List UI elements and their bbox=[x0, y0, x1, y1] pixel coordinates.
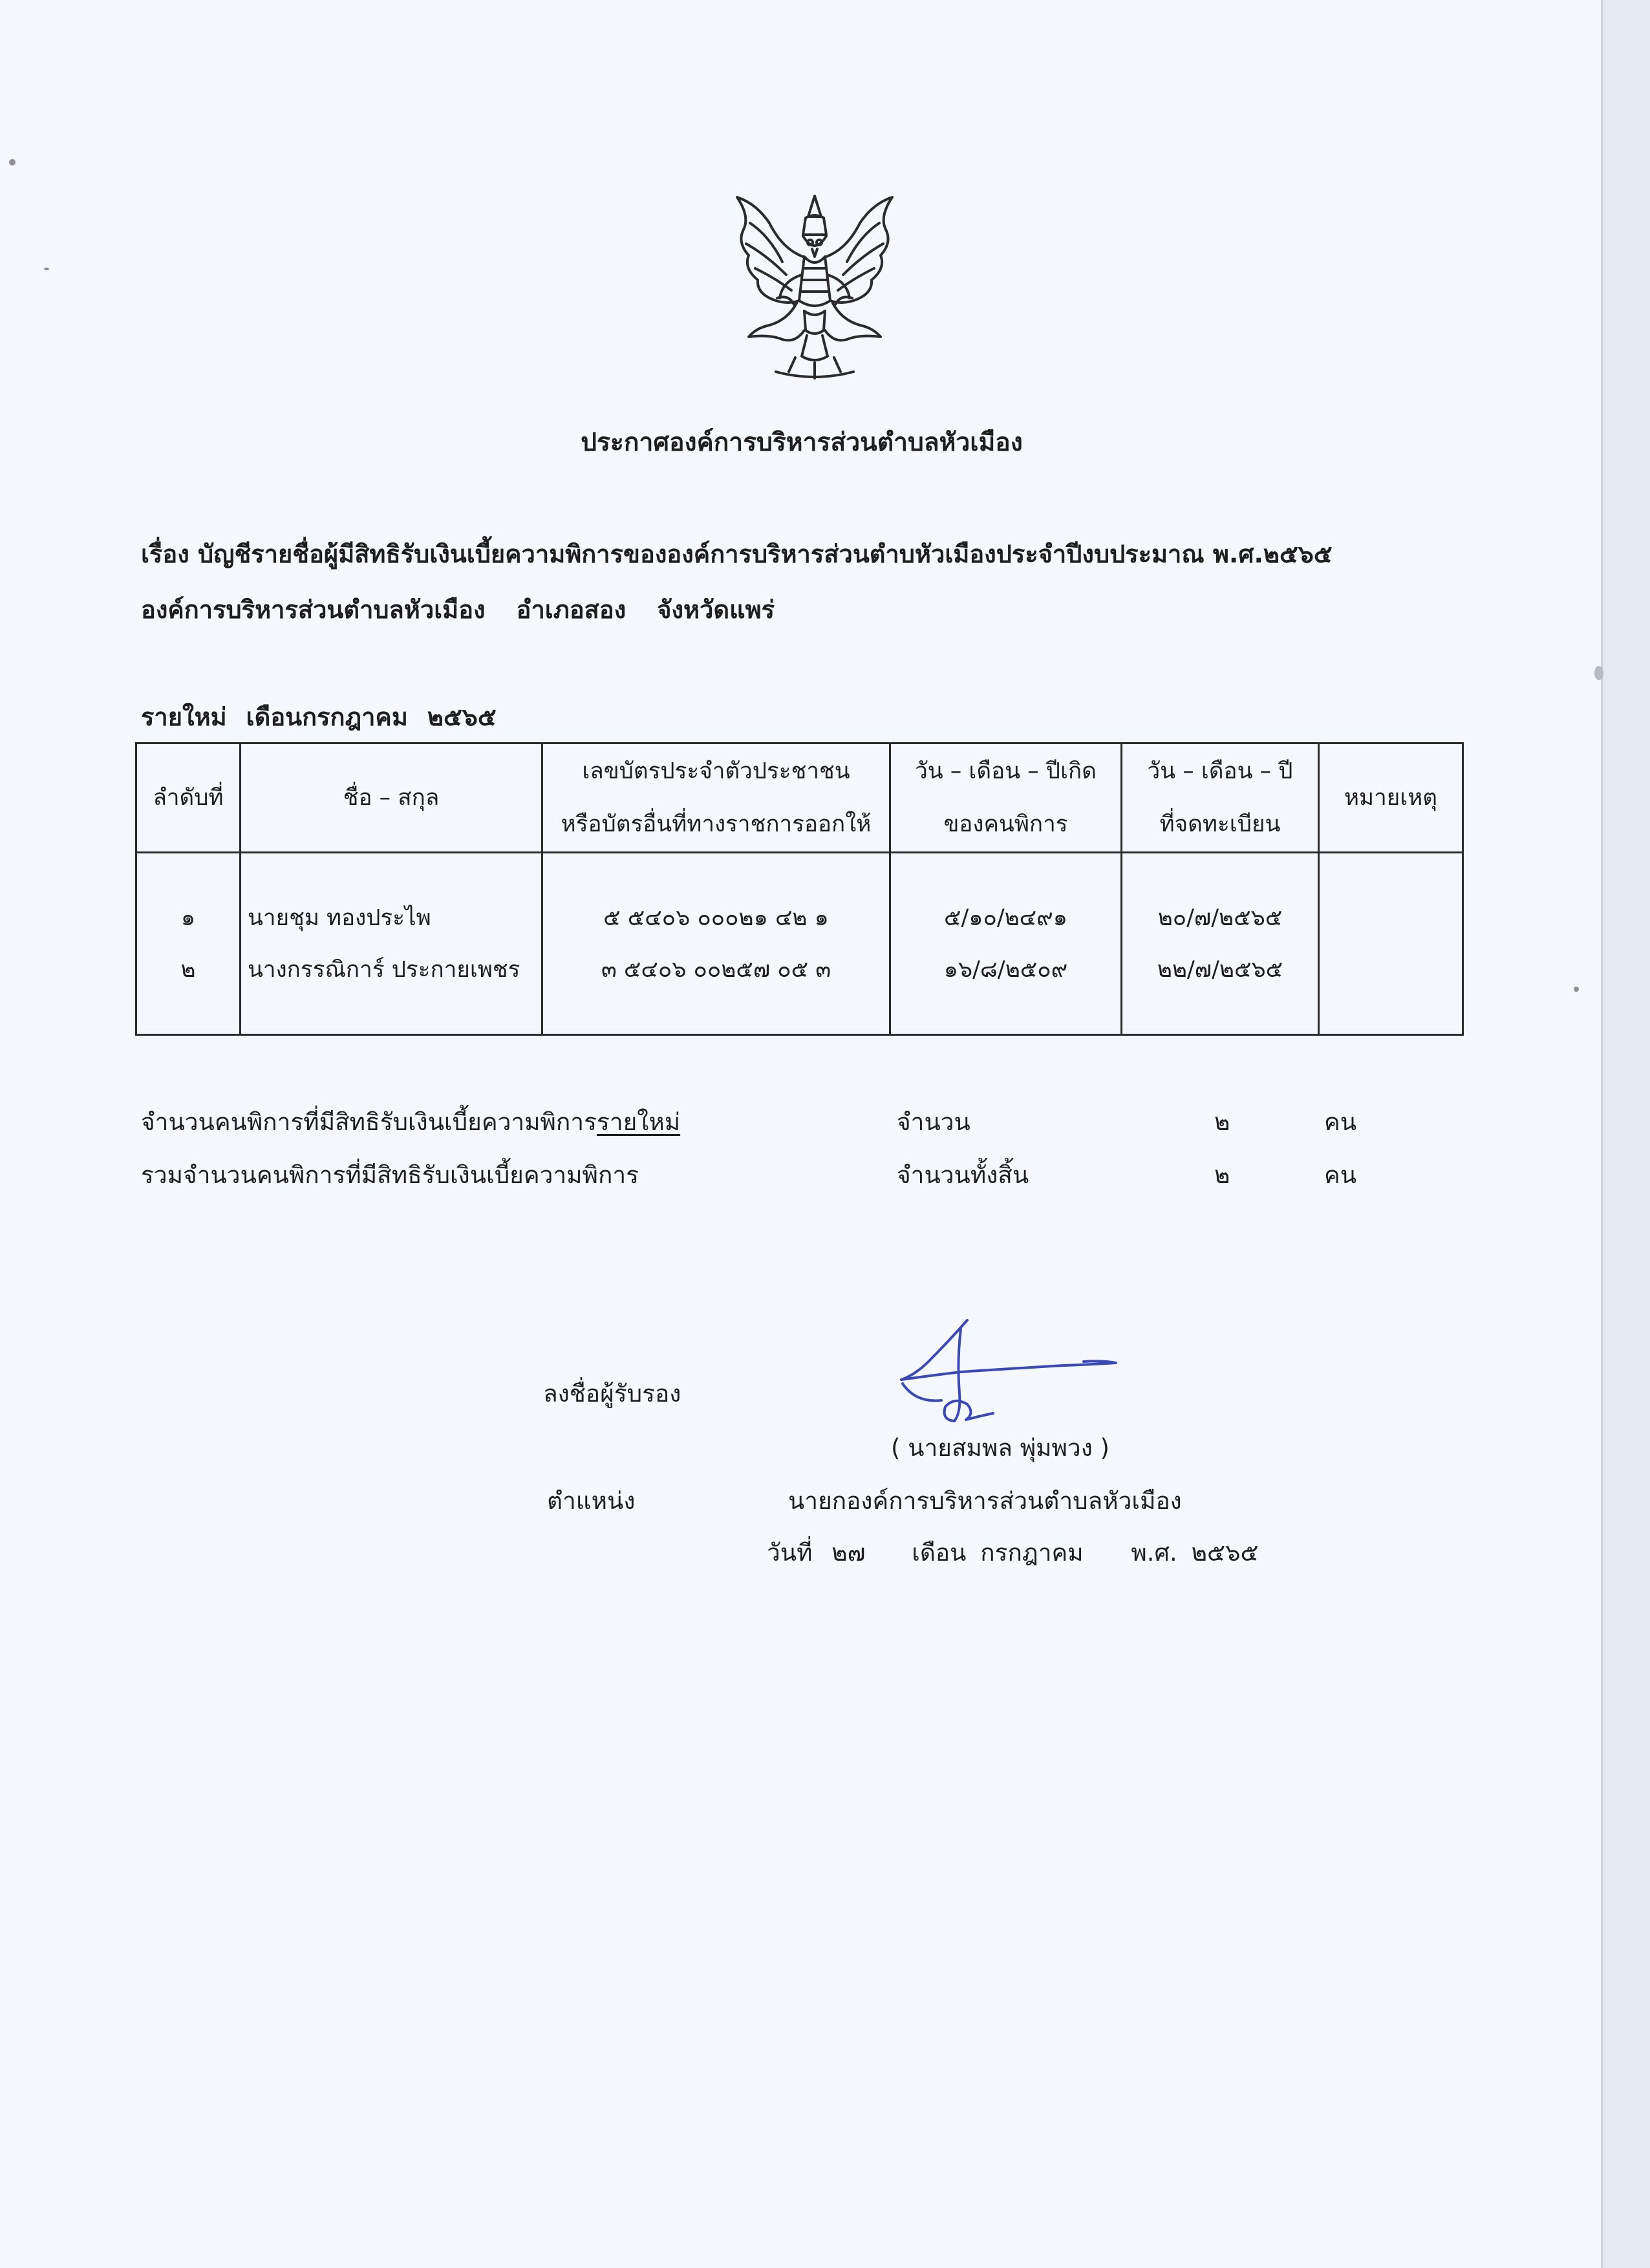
date-year-label: พ.ศ. bbox=[1131, 1539, 1177, 1567]
date-day: ๒๗ bbox=[831, 1539, 866, 1567]
date-day-label: วันที่ bbox=[767, 1539, 813, 1567]
row-2-birthdate: ๑๖/๘/๒๕๐๙ bbox=[943, 956, 1068, 983]
paper-edge-line bbox=[1601, 0, 1603, 2268]
summary-new-unit: คน bbox=[1324, 1108, 1357, 1136]
col-header-no: ลำดับที่ bbox=[136, 744, 241, 853]
summary-new-line bbox=[0, 1103, 1603, 1136]
cell-note bbox=[1319, 853, 1463, 1035]
col-header-note: หมายเหตุ bbox=[1319, 744, 1463, 853]
signer-name: ( นายสมพล พุ่มพวง ) bbox=[891, 1434, 1109, 1462]
scan-speck bbox=[1574, 987, 1579, 992]
row-1-note bbox=[1320, 892, 1462, 944]
col-header-id: เลขบัตรประจำตัวประชาชน หรือบัตรอื่นที่ทางราชการออกให้ bbox=[542, 744, 890, 853]
garuda-emblem bbox=[718, 184, 912, 391]
col-header-name: ชื่อ – สกุล bbox=[241, 744, 542, 853]
position-label: ตำแหน่ง bbox=[547, 1487, 636, 1515]
table-body-row bbox=[136, 853, 1463, 1035]
table-header-row bbox=[136, 744, 1463, 853]
row-1-id: ๕ ๕๔๐๖ ๐๐๐๒๑ ๔๒ ๑ bbox=[603, 904, 829, 931]
cell-birthdate bbox=[890, 853, 1122, 1035]
date-year: ๒๕๖๕ bbox=[1191, 1539, 1259, 1567]
paper-edge bbox=[1602, 0, 1650, 2268]
organization-name: องค์การบริหารส่วนตำบลหัวเมือง bbox=[141, 595, 486, 624]
signature-date bbox=[767, 1534, 1258, 1572]
summary-total-unit: คน bbox=[1324, 1161, 1357, 1189]
row-2-registered: ๒๒/๗/๒๕๖๕ bbox=[1157, 956, 1283, 983]
row-2-id: ๓ ๕๔๐๖ ๐๐๒๕๗ ๐๕ ๓ bbox=[601, 956, 831, 983]
row-2-note bbox=[1320, 944, 1462, 996]
district-name: อำเภอสอง bbox=[516, 595, 627, 624]
summary-new-label: จำนวนคนพิการที่มีสิทธิรับเงินเบี้ยความพิการรายใหม่ bbox=[141, 1108, 681, 1136]
col-header-birthdate: วัน – เดือน – ปีเกิด ของคนพิการ bbox=[890, 744, 1122, 853]
list-year: ๒๕๖๕ bbox=[427, 703, 497, 731]
list-type: รายใหม่ bbox=[141, 703, 227, 731]
row-1-registered: ๒๐/๗/๒๕๖๕ bbox=[1157, 904, 1283, 931]
announcement-title: ประกาศองค์การบริหารส่วนตำบลหัวเมือง bbox=[581, 428, 1023, 457]
row-2-no: ๒ bbox=[180, 956, 196, 983]
cell-id bbox=[542, 853, 890, 1035]
handwritten-signature bbox=[890, 1316, 1122, 1426]
row-1-birthdate: ๕/๑๐/๒๔๙๑ bbox=[943, 904, 1068, 931]
list-month: เดือนกรกฎาคม bbox=[246, 703, 408, 731]
summary-new-count-label: จำนวน bbox=[897, 1108, 970, 1136]
subject-line: เรื่อง บัญชีรายชื่อผู้มีสิทธิรับเงินเบี้ยความพิการขององค์การบริหารส่วนตำบหัวเมืองประจำปีงบประมาณ พ.ศ.๒๕๖๕ bbox=[141, 540, 1333, 568]
cell-name bbox=[241, 853, 542, 1035]
cell-registered bbox=[1122, 853, 1319, 1035]
position-title: นายกองค์การบริหารส่วนตำบลหัวเมือง bbox=[788, 1487, 1182, 1515]
row-2-name: นางกรรณิการ์ ประกายเพชร bbox=[248, 956, 520, 983]
col-header-registered: วัน – เดือน – ปี ที่จดทะเบียน bbox=[1122, 744, 1319, 853]
organization-line bbox=[141, 590, 806, 629]
summary-total-label: รวมจำนวนคนพิการที่มีสิทธิรับเงินเบี้ยความพิการ bbox=[141, 1161, 639, 1189]
date-month-label: เดือน bbox=[912, 1539, 967, 1567]
row-1-name: นายชุม ทองประไพ bbox=[248, 904, 431, 931]
row-1-no: ๑ bbox=[180, 904, 196, 931]
cell-no bbox=[136, 853, 241, 1035]
scan-speck bbox=[44, 268, 49, 270]
summary-total-count: ๒ bbox=[1214, 1161, 1230, 1189]
date-month: กรกฎาคม bbox=[980, 1539, 1084, 1567]
summary-new-emph: รายใหม่ bbox=[596, 1108, 681, 1136]
beneficiary-table bbox=[135, 742, 1464, 1036]
summary-total-line bbox=[0, 1156, 1603, 1189]
summary-total-count-label: จำนวนทั้งสิ้น bbox=[897, 1161, 1029, 1189]
summary-new-count: ๒ bbox=[1214, 1108, 1230, 1136]
province-name: จังหวัดแพร่ bbox=[657, 595, 775, 624]
list-period bbox=[141, 697, 516, 736]
scan-speck bbox=[9, 159, 16, 166]
certifier-label: ลงชื่อผู้รับรอง bbox=[543, 1380, 681, 1407]
scan-speck bbox=[1594, 666, 1603, 680]
